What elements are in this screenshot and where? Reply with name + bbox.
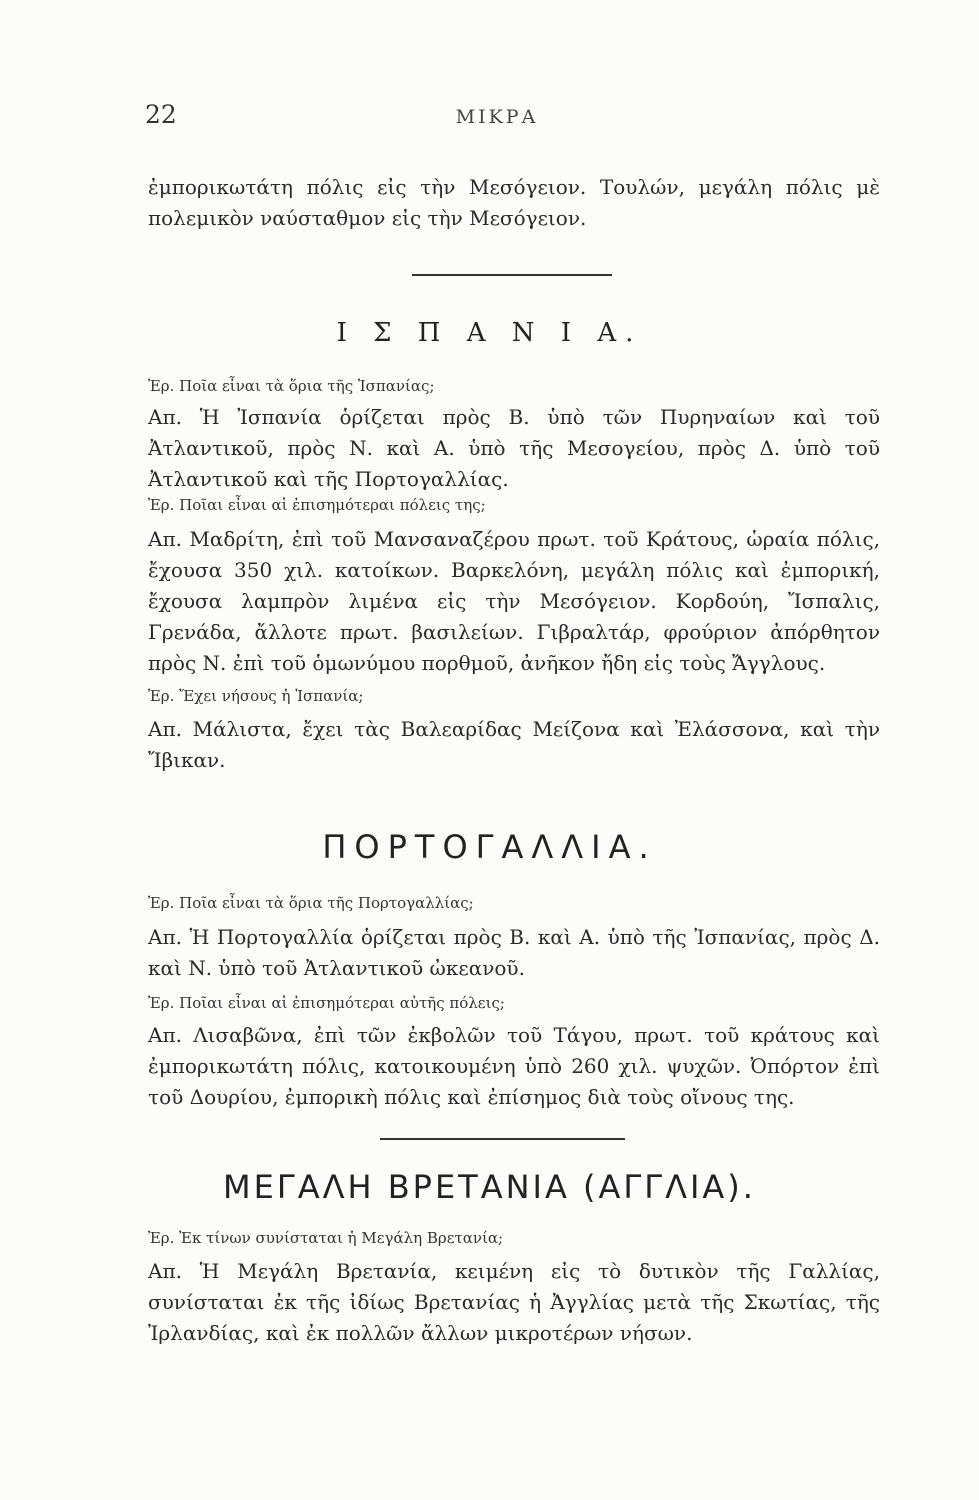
- britain-answer-1: Απ. Ἡ Μεγάλη Βρετανία, κειμένη εἰς τὸ δυτικὸν τῆς Γαλλίας, συνίσταται ἐκ τῆς ἰδίως Βρετανίας ἡ Ἀγγλίας μετὰ τῆς Σκωτίας, τῆς Ἰρλανδίας, καὶ ἐκ πολλῶν ἄλλων μικροτέρων νήσων.: [148, 1259, 880, 1345]
- section-divider: [380, 1138, 625, 1140]
- spain-answer-2: Απ. Μαδρίτη, ἐπὶ τοῦ Μανσαναζέρου πρωτ. τοῦ Κράτους, ὡραία πόλις, ἔχουσα 350 χιλ. κατοίκων. Βαρκελόνη, μεγάλη πόλις καὶ ἐμπορική, ἔχουσα λαμπρὸν λιμένα εἰς τὴν Μεσόγειον. Κορδούη, Ἴσπαλις, Γρενάδα, ἄλλοτε πρωτ. βασιλείων. Γιβραλτάρ, φρούριον ἀπόρθητον πρὸς Ν. ἐπὶ τοῦ ὁμωνύμου πορθμοῦ, ἀνῆκον ἤδη εἰς τοὺς Ἄγγλους.: [148, 527, 880, 675]
- spain-question-3: Ἐρ. Ἔχει νήσους ἡ Ἰσπανία;: [148, 687, 364, 705]
- intro-paragraph: ἐμπορικωτάτη πόλις εἰς τὴν Μεσόγειον. Τουλών, μεγάλη πόλις μὲ πολεμικὸν ναύσταθμον εἰς τὴν Μεσόγειον.: [148, 175, 880, 230]
- portugal-question-1: Ἐρ. Ποῖα εἶναι τὰ ὅρια τῆς Πορτογαλλίας;: [148, 894, 474, 912]
- portugal-question-2: Ἐρ. Ποῖαι εἶναι αἱ ἐπισημότεραι αὐτῆς πόλεις;: [148, 994, 505, 1012]
- spain-answer-1: Απ. Ἡ Ἰσπανία ὁρίζεται πρὸς Β. ὑπὸ τῶν Πυρηναίων καὶ τοῦ Ἀτλαντικοῦ, πρὸς Ν. καὶ Α. ὑπὸ τῆς Μεσογείου, πρὸς Δ. ὑπὸ τοῦ Ἀτλαντικοῦ καὶ τῆς Πορτογαλλίας.: [148, 405, 880, 491]
- spain-question-1: Ἐρ. Ποῖα εἶναι τὰ ὅρια τῆς Ἰσπανίας;: [148, 377, 435, 395]
- britain-heading: ΜΕΓΑΛΗ ΒΡΕΤΑΝΙΑ (ΑΓΓΛΙΑ).: [223, 1168, 756, 1206]
- section-divider: [412, 274, 612, 276]
- running-title: ΜΙΚΡΑ: [455, 106, 539, 128]
- spain-answer-3: Απ. Μάλιστα, ἔχει τὰς Βαλεαρίδας Μείζονα καὶ Ἐλάσσονα, καὶ τὴν Ἴβικαν.: [148, 717, 880, 772]
- portugal-answer-1: Απ. Ἡ Πορτογαλλία ὁρίζεται πρὸς Β. καὶ Α. ὑπὸ τῆς Ἰσπανίας, πρὸς Δ. καὶ Ν. ὑπὸ τοῦ Ἀτλαντικοῦ ὠκεανοῦ.: [148, 925, 880, 980]
- spain-heading: Ι Σ Π Α Ν Ι Α.: [336, 318, 643, 348]
- page-header: [145, 100, 849, 140]
- portugal-answer-2: Απ. Λισαβῶνα, ἐπὶ τῶν ἐκβολῶν τοῦ Τάγου, πρωτ. τοῦ κράτους καὶ ἐμπορικωτάτη πόλις, κατοικουμένη ὑπὸ 260 χιλ. ψυχῶν. Ὀπόρτον ἐπὶ τοῦ Δουρίου, ἐμπορικὴ πόλις καὶ ἐπίσημος διὰ τοὺς οἴνους της.: [148, 1023, 880, 1109]
- portugal-heading: ΠΟΡΤΟΓΑΛΛΙΑ.: [322, 828, 657, 866]
- britain-question-1: Ἐρ. Ἐκ τίνων συνίσταται ἡ Μεγάλη Βρετανία;: [148, 1229, 504, 1247]
- page-number: 22: [145, 100, 177, 129]
- spain-question-2: Ἐρ. Ποῖαι εἶναι αἱ ἐπισημότεραι πόλεις της;: [148, 496, 486, 514]
